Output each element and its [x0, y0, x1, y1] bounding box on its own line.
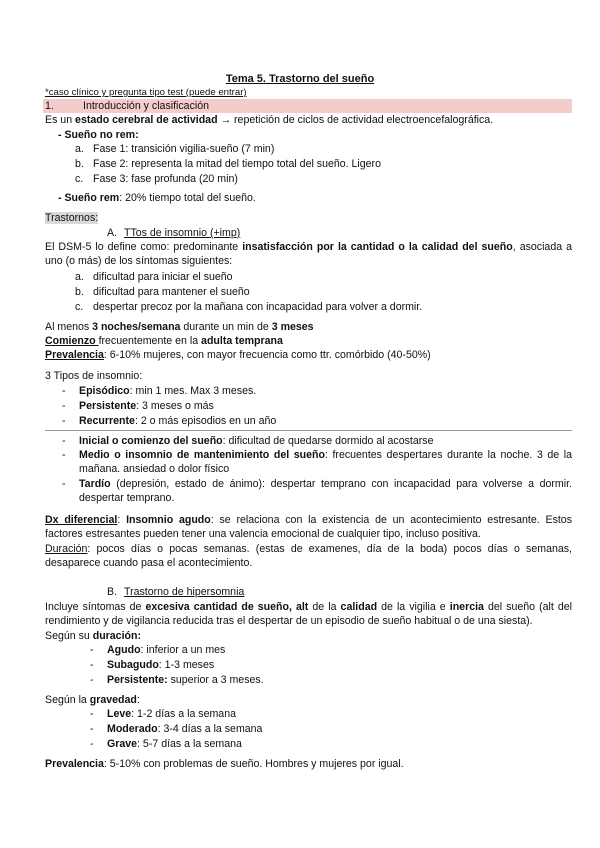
severity-item: - Leve: 1-2 días a la semana	[90, 708, 236, 720]
differential-diagnosis: Dx diferencial: Insomnio agudo: se relaciona con la existencia de un acontecimiento estresante. Estos factores estresantes pueden tener una valencia emocional de cualquier tipo, incluso positiva.	[45, 514, 572, 540]
subsection-a: A. TTos de insomnio (+imp)	[107, 227, 241, 239]
dsm-definition: El DSM-5 lo define como: predominante insatisfacción por la cantidad o la calidad del sueño, asociada a uno (o más) de los síntomas siguientes:	[45, 241, 573, 267]
by-severity-label: Según la gravedad:	[45, 694, 140, 706]
duration-item: - Agudo: inferior a un mes	[90, 644, 226, 656]
phase-item: c. Fase 3: fase profunda (20 min)	[75, 173, 238, 185]
exam-note: *caso clínico y pregunta tipo test (puede entrar)	[45, 87, 247, 98]
types-intro: 3 Tipos de insomnio:	[45, 370, 143, 382]
section-header-1	[43, 99, 572, 113]
by-duration-label: Según su duración:	[45, 630, 141, 642]
subsection-b: B. Trastorno de hipersomnia	[107, 586, 245, 598]
symptom-item: b. dificultad para mantener el sueño	[75, 286, 250, 298]
symptom-item: a. dificultad para iniciar el sueño	[75, 271, 233, 283]
symptom-item: c. despertar precoz por la mañana con incapacidad para volver a dormir.	[75, 301, 423, 313]
no-rem-label: - Sueño no rem:	[58, 129, 139, 141]
section-divider	[45, 430, 572, 431]
type-item: - Episódico: min 1 mes. Max 3 meses.	[62, 385, 257, 397]
prevalence-line: Prevalencia: 6-10% mujeres, con mayor frecuencia como ttr. comórbido (40-50%)	[45, 349, 431, 361]
hypersomnia-definition: Incluye síntomas de excesiva cantidad de sueño, alt de la calidad de la vigilia e inercia del sueño (alt del rendimiento y de vigilancia reducida tras el despertar de un episodio de sueño habitual o de una siesta).	[45, 601, 572, 627]
type-item: - Persistente: 3 meses o más	[62, 400, 214, 412]
criteria-line: Al menos 3 noches/semana durante un min de 3 meses	[45, 321, 314, 333]
severity-item: - Moderado: 3-4 días a la semana	[90, 723, 263, 735]
trastornos-label: Trastornos:	[45, 212, 99, 224]
rem-line: - Sueño rem: 20% tiempo total del sueño.	[58, 192, 256, 204]
severity-item: - Grave: 5-7 días a la semana	[90, 738, 242, 750]
prevalence-hypersomnia: Prevalencia: 5-10% con problemas de sueño. Hombres y mujeres por igual.	[45, 758, 404, 770]
duration-item: - Persistente: superior a 3 meses.	[90, 674, 264, 686]
type-item: - Recurrente: 2 o más episodios en un año	[62, 415, 277, 427]
duration-text: Duración: pocos días o pocas semanas. (estas de examenes, día de la boda) pocos días o semanas, desaparece cuando pasa el acontecimiento.	[45, 543, 572, 569]
duration-item: - Subagudo: 1-3 meses	[90, 659, 215, 671]
section-title: Introducción y clasificación	[83, 100, 210, 112]
phase-item: a. Fase 1: transición vigilia-sueño (7 min)	[75, 143, 275, 155]
onset-line: Comienzo frecuentemente en la adulta temprana	[45, 335, 283, 347]
intro-line: Es un estado cerebral de actividad → repetición de ciclos de actividad electroencefalográfica.	[45, 114, 494, 126]
page-title: Tema 5. Trastorno del sueño	[225, 73, 375, 85]
section-number: 1.	[45, 100, 54, 112]
moment-item: - Tardío (depresión, estado de ánimo): despertar temprano con incapacidad para volverse a dormir. despertar temprano.	[62, 478, 572, 504]
moment-item: - Medio o insomnio de mantenimiento del sueño: frecuentes despertares durante la noche. 3 de la mañana. ansiedad o dolor físico	[62, 449, 572, 475]
phase-item: b. Fase 2: representa la mitad del tiempo total del sueño. Ligero	[75, 158, 381, 170]
moment-item: - Inicial o comienzo del sueño: dificultad de quedarse dormido al acostarse	[62, 435, 434, 447]
